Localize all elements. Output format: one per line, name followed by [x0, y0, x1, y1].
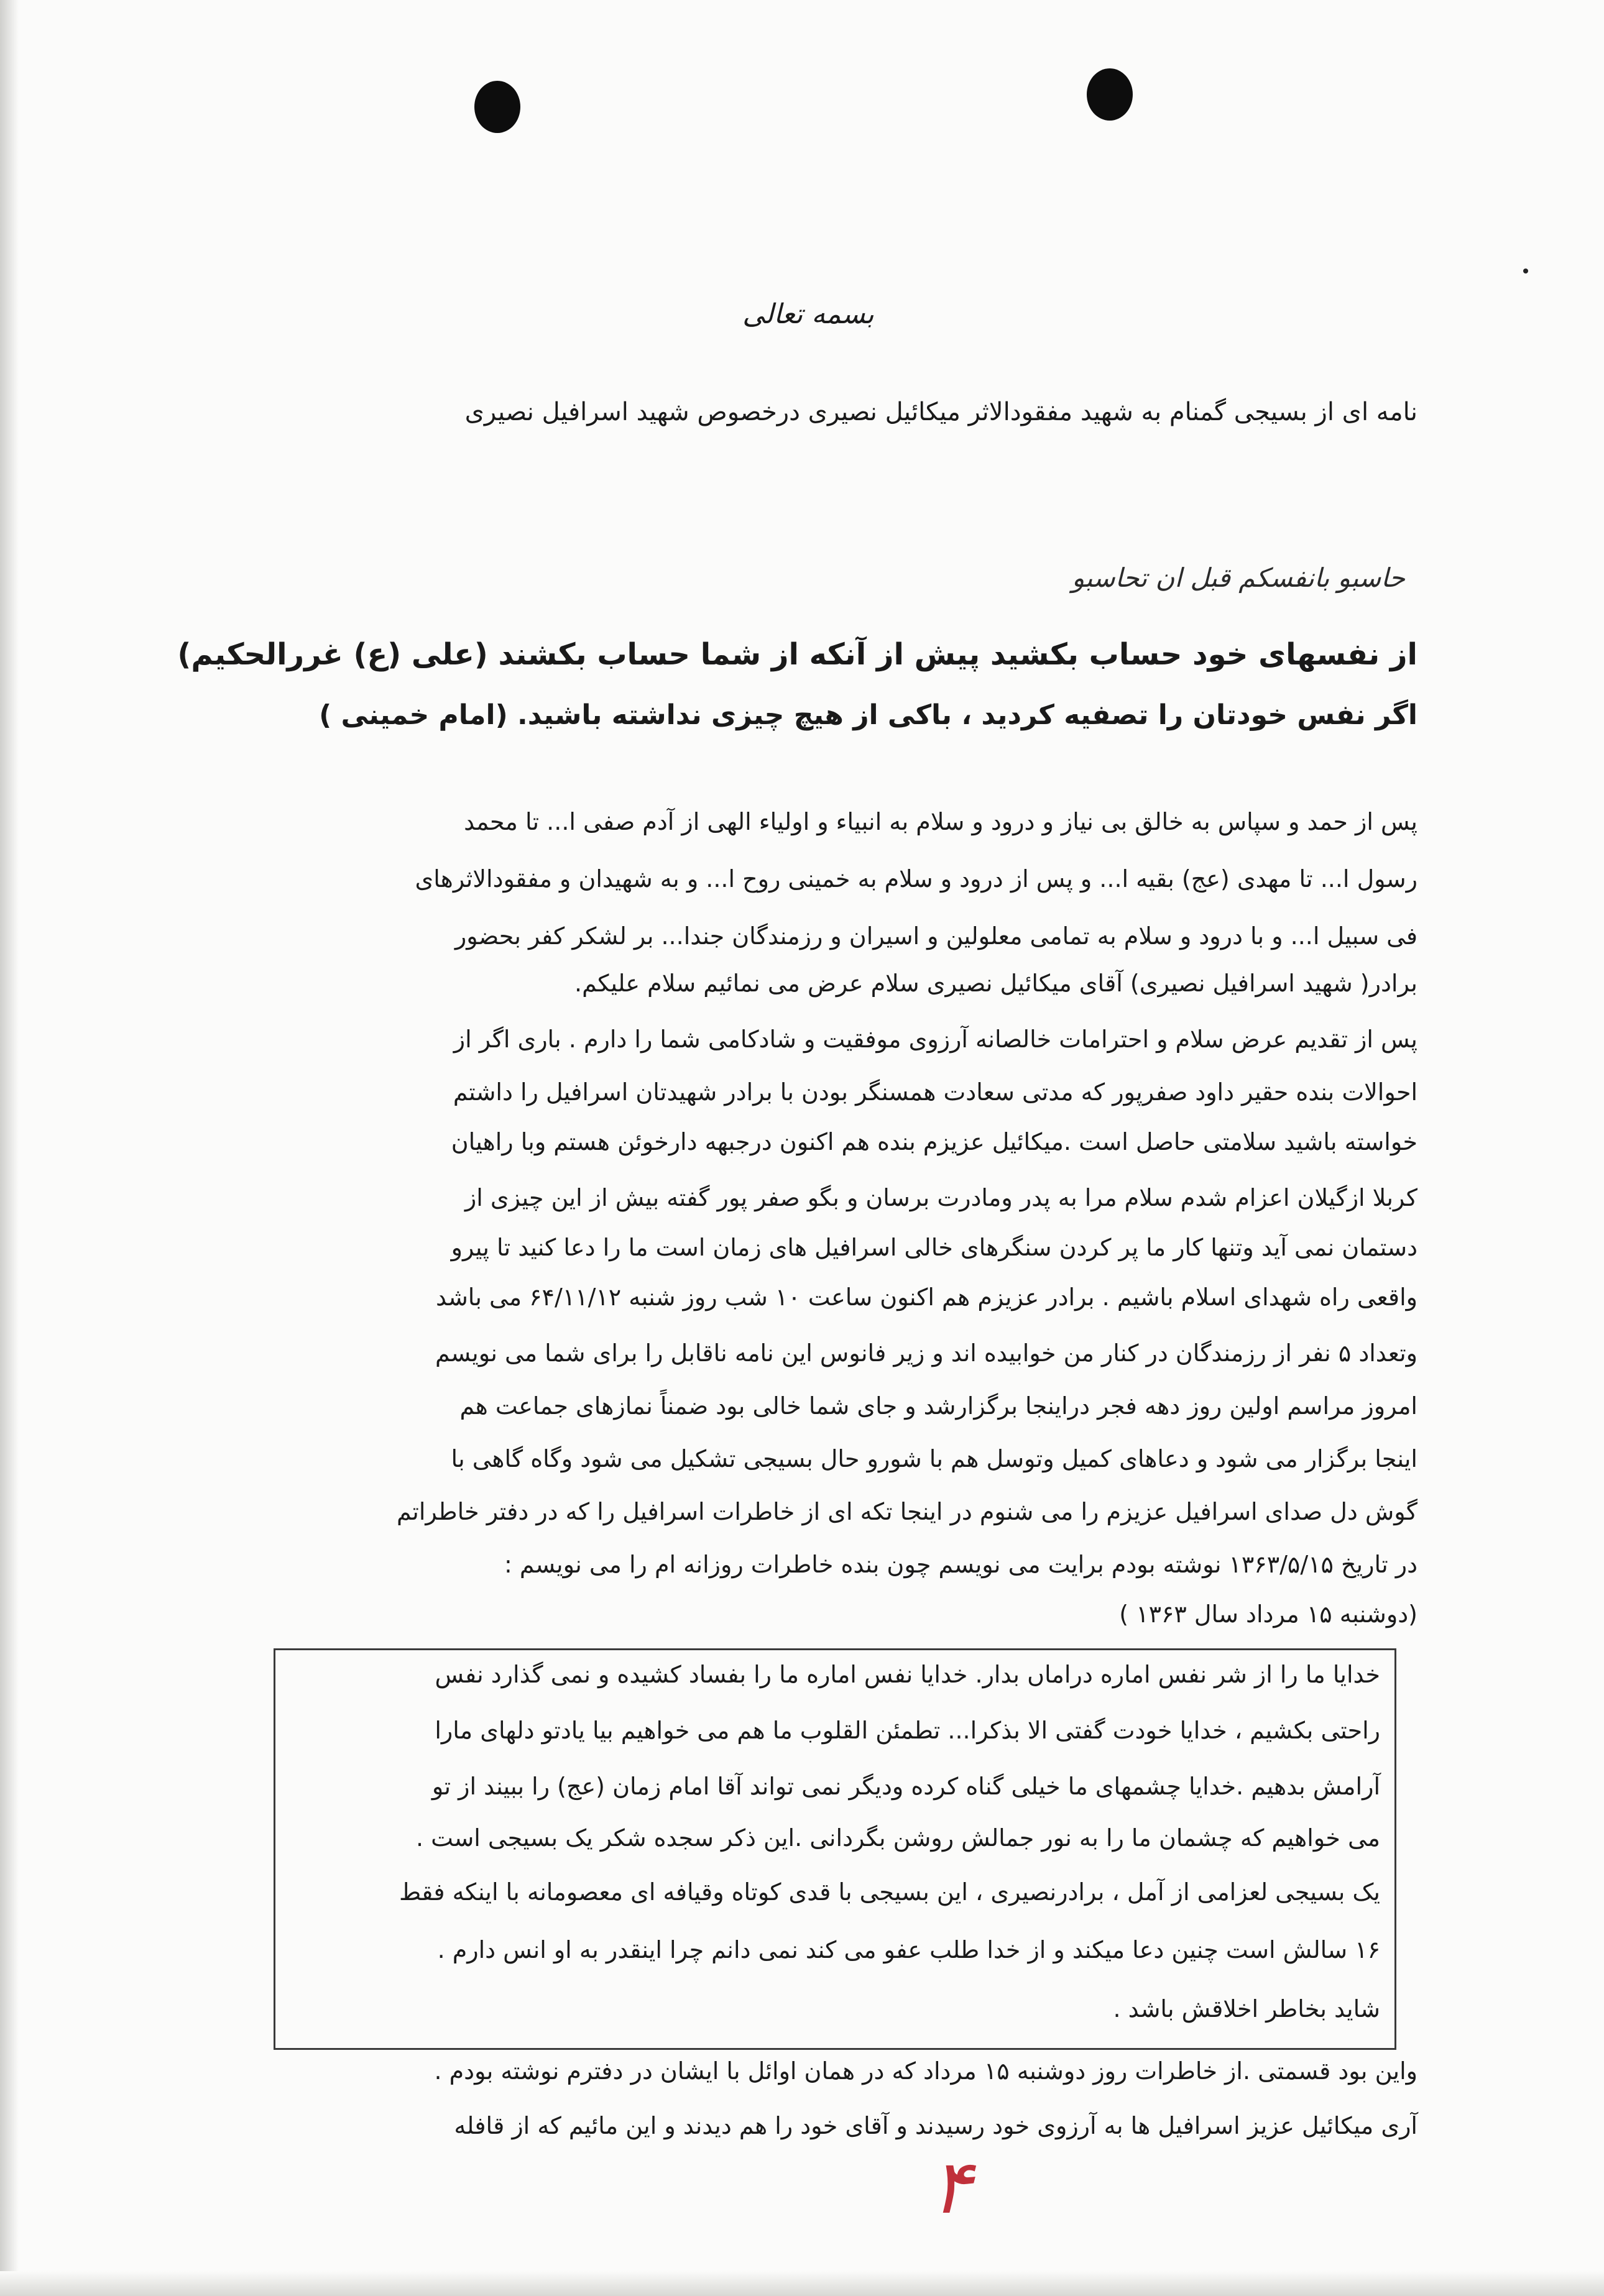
- page-number: ۴: [931, 2144, 972, 2231]
- scan-speck: [1523, 269, 1528, 273]
- scan-shadow-left: [0, 0, 19, 2296]
- diary-line: آرامش بدهیم .خدایا چشمهای ما خیلی گناه کرده ودیگر نمی تواند آقا امام زمان (عج) را ببیند از تو: [431, 1773, 1380, 1800]
- body-line: امروز مراسم اولین روز دهه فجر دراینجا برگزارشد و جای شما خالی بود ضمناً نمازهای جماعت هم: [459, 1392, 1417, 1420]
- body-line: واقعی راه شهدای اسلام باشیم . برادر عزیزم هم اکنون ساعت ۱۰ شب روز شنبه ۶۴/۱۱/۱۲ می باشد: [436, 1283, 1417, 1311]
- body-line: رسول ا... تا مهدی (عج) بقیه ا... و پس از درود و سلام به خمینی روح ا... و به شهیدان و مفقودالاثرهای: [415, 865, 1417, 893]
- arabic-hadith-handwritten: حاسبو بانفسکم قبل ان تحاسبو: [1072, 563, 1405, 593]
- body-line: در تاریخ ۱۳۶۳/۵/۱۵ نوشته بودم برایت می نویسم چون بنده خاطرات روزانه ام را می نویسم :: [504, 1551, 1417, 1578]
- body-line: خواسته باشید سلامتی حاصل است .میکائیل عزیزم بنده هم اکنون درجبهه دارخوئن هستم وبا راهیان: [451, 1128, 1417, 1155]
- diary-date: (دوشنبه ۱۵ مرداد سال ۱۳۶۳ ): [1119, 1600, 1417, 1628]
- diary-line: یک بسیجی لعزامی از آمل ، برادرنصیری ، این بسیجی با قدی کوتاه وقیافه ای معصومانه با اینکه فقط: [399, 1878, 1380, 1906]
- body-line: دستمان نمی آید وتنها کار ما پر کردن سنگرهای خالی اسرافیل های زمان است ما را دعا کنید تا پیرو: [451, 1234, 1417, 1261]
- diary-line: خدایا ما را از شر نفس اماره دراماں بدار. خدایا نفس اماره ما را بفساد کشیده و نمی گذارد نفس: [435, 1661, 1380, 1688]
- scan-shadow-bottom: [0, 2271, 1604, 2296]
- letter-title: نامه ای از بسیجی گمنام به شهید مفقودالاثر میکائیل نصیری درخصوص شهید اسرافیل نصیری: [464, 398, 1417, 426]
- body-line: کربلا ازگیلان اعزام شدم سلام مرا به پدر ومادرت برسان و بگو صفر پور گفته بیش از این چیزی از: [464, 1184, 1417, 1211]
- diary-line: شاید بخاطر اخلاقش باشد .: [1113, 1995, 1380, 2023]
- body-line: اینجا برگزار می شود و دعاهای کمیل وتوسل هم با شورو حال بسیجی تشکیل می شود وگاه گاهی با: [451, 1445, 1417, 1472]
- imam-quote: اگر نفس خودتان را تصفیه کردید ، باکی از هیچ چیزی نداشته باشید. (امام خمینی ): [319, 699, 1417, 731]
- body-line: فی سبیل ا... و با درود و سلام به تمامی معلولین و اسیران و رزمندگان جندا... بر لشکر کفر بحضور: [454, 922, 1417, 950]
- hadith-quote: از نفسهای خود حساب بکشید پیش از آنکه از شما حساب بکشند (علی (ع) غررالحکیم): [177, 637, 1417, 672]
- closing-line: واین بود قسمتی .از خاطرات روز دوشنبه ۱۵ مرداد که در همان اوائل با ایشان در دفترم نوشته بودم .: [434, 2057, 1417, 2085]
- body-line: برادر( شهید اسرافیل نصیری) آقای میکائیل نصیری سلام عرض می نمائیم سلام علیکم.: [574, 970, 1417, 997]
- body-line: احوالات بنده حقیر داود صفرپور که مدتی سعادت همسنگر بودن با برادر شهیدتان اسرافیل را داشتم: [453, 1078, 1417, 1106]
- closing-line: آری میکائیل عزیز اسرافیل ها به آرزوی خود رسیدند و آقای خود را هم دیدند و این مائیم که از قافله: [454, 2112, 1417, 2139]
- diary-line: ۱۶ سالش است چنین دعا میکند و از خدا طلب عفو می کند نمی دانم چرا اینقدر به او انس دارم .: [437, 1936, 1380, 1963]
- punch-hole-left: [474, 81, 520, 133]
- bismillah-heading: بسمه تعالی: [742, 298, 874, 330]
- body-line: وتعداد ۵ نفر از رزمندگان در کنار من خوابیده اند و زیر فانوس این نامه ناقابل را برای شما می نویسم: [435, 1339, 1417, 1367]
- body-line: گوش دل صدای اسرافیل عزیزم را می شنوم در اینجا تکه ای از خاطرات اسرافیل را که در دفتر خاطراتم: [396, 1498, 1417, 1525]
- punch-hole-right: [1087, 68, 1133, 121]
- diary-line: می خواهیم که چشمان ما را به نور جمالش روشن بگردانی .این ذکر سجده شکر یک بسیجی است .: [415, 1824, 1380, 1852]
- body-line: پس از حمد و سپاس به خالق بی نیاز و درود و سلام به انبیاء و اولیاء الهی از آدم صفی ا... تا محمد: [464, 808, 1417, 835]
- diary-line: راحتی بکشیم ، خدایا خودت گفتی الا بذکرا... تطمئن القلوب ما هم می خواهیم بیا یادتو دلهای مارا: [435, 1717, 1380, 1744]
- body-line: پس از تقدیم عرض سلام و احترامات خالصانه آرزوی موفقیت و شادکامی شما را دارم . باری اگر از: [453, 1026, 1417, 1053]
